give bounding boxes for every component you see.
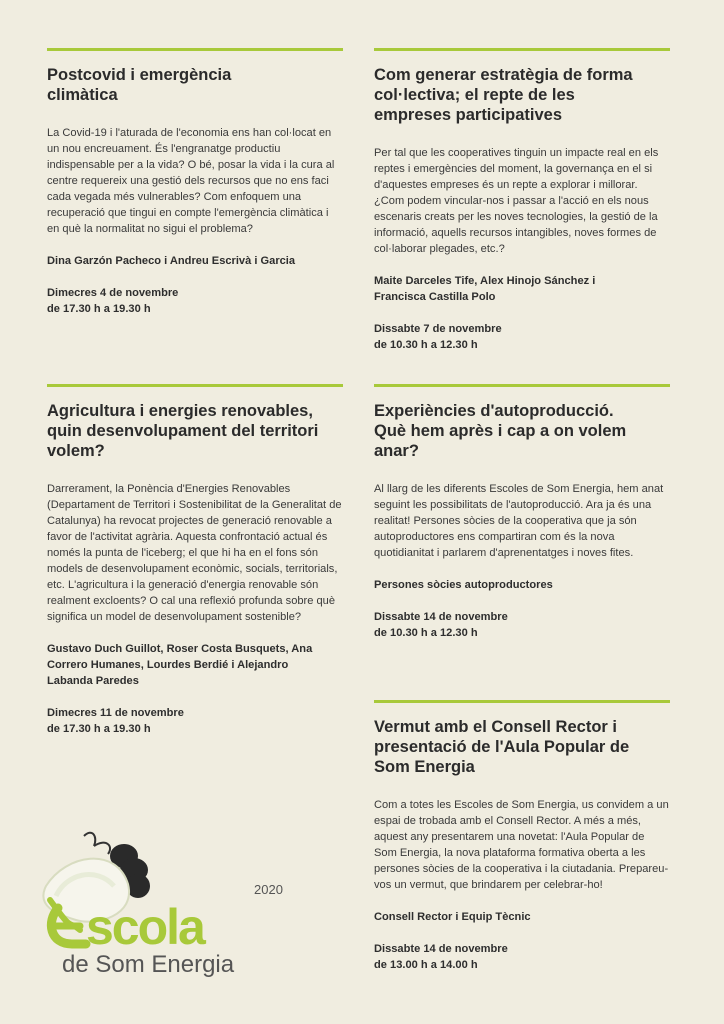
escola-logo-graphic bbox=[36, 826, 286, 986]
event-description: Per tal que les cooperatives tinguin un impacte real en els reptes i emergències del moment, la governança en el si d'aquestes empreses és un repte a explorar i millorar. ¿Com podem vincular-nos i passar a l'acció en els nous escenaris creats per les noves tecnologies, la gestió de la informació, aquells recursos intangibles, noves formes de col·laborar plegades, etc.? bbox=[374, 147, 659, 255]
event-description: Al llarg de les diferents Escoles de Som Energia, hem anat seguint les possibilitats de l'autoproducció. Ara ja és una realitat! Persones sòcies de la cooperativa que ja són autoproductores ens compartiran com és la nova quotidianitat i parlarem d'aprenentatges i noves fites. bbox=[374, 483, 664, 559]
event-date: Dimecres 4 de novembre de 17.30 h a 19.30 h bbox=[47, 287, 179, 315]
event-speakers: Maite Darceles Tife, Alex Hinojo Sánchez i Francisca Castilla Polo bbox=[374, 275, 596, 303]
event-title: Com generar estratègia de forma col·lectiva; el repte de les empreses participatives bbox=[374, 66, 633, 124]
event-speakers: Persones sòcies autoproductores bbox=[374, 579, 553, 591]
logo-subtitle: de Som Energia bbox=[62, 951, 235, 978]
divider bbox=[374, 48, 670, 51]
event-description: Darrerament, la Ponència d'Energies Renovables (Departament de Territori i Sostenibilitat de la Generalitat de Catalunya) ha revocat projectes de generació renovable a favor de l'activitat agrària. Aquesta confrontació actual és només la punta de l'iceberg; el que hi ha en el fons són models de desenvolupament econòmic, socials, territorials, etc. L'agricultura i la generació d'energia renovable són realment excloents? O cal una reflexió profunda sobre què significa un model de desenvolupament sostenible? bbox=[47, 483, 342, 623]
logo-word: scola bbox=[86, 899, 204, 955]
event-title: Postcovid i emergència climàtica bbox=[47, 66, 232, 104]
escola-logo bbox=[36, 826, 286, 986]
event-description: Com a totes les Escoles de Som Energia, us convidem a un espai de trobada amb el Consell Rector. A més a més, aquest any presentarem una novetat: l'Aula Popular de Som Energia, la nova plataforma formativa oberta a les persones sòcies de la cooperativa i la ciutadania. Prepareu-vos un vermut, que brindarem per celebrar-ho! bbox=[374, 799, 669, 891]
event-speakers: Consell Rector i Equip Tècnic bbox=[374, 911, 531, 923]
event-date: Dissabte 7 de novembre de 10.30 h a 12.30 h bbox=[374, 323, 502, 351]
event-card-postcovid bbox=[47, 48, 343, 317]
divider bbox=[374, 384, 670, 387]
divider bbox=[374, 700, 670, 703]
divider bbox=[47, 48, 343, 51]
event-title: Experiències d'autoproducció. Què hem après i cap a on volem anar? bbox=[374, 402, 627, 460]
event-description: La Covid-19 i l'aturada de l'economia ens han col·locat en un nou encreuament. És l'engranatge productiu indispensable per a la vida? O bé, posar la vida i la cura al centre requereix una gestió dels recursos que no ens faci cada vegada més vulnerables? Com enfoquem una recuperació que tingui en compte l'emergència climàtica i en què la normalitat no sigui el problema? bbox=[47, 127, 335, 235]
event-title: Agricultura i energies renovables, quin desenvolupament del territori volem? bbox=[47, 402, 319, 460]
logo-year: 2020 bbox=[254, 882, 283, 897]
event-title: Vermut amb el Consell Rector i presentació de l'Aula Popular de Som Energia bbox=[374, 718, 630, 776]
event-speakers: Gustavo Duch Guillot, Roser Costa Busquets, Ana Correro Humanes, Lourdes Berdié i Alejandro Labanda Paredes bbox=[47, 643, 313, 687]
event-speakers: Dina Garzón Pacheco i Andreu Escrivà i Garcia bbox=[47, 255, 296, 267]
event-card-agricultura bbox=[47, 384, 343, 737]
event-date: Dissabte 14 de novembre de 10.30 h a 12.30 h bbox=[374, 611, 508, 639]
divider bbox=[47, 384, 343, 387]
event-card-estrategia bbox=[374, 48, 670, 353]
event-card-vermut bbox=[374, 700, 670, 973]
event-date: Dimecres 11 de novembre de 17.30 h a 19.30 h bbox=[47, 707, 184, 735]
event-card-autoproduccio bbox=[374, 384, 670, 641]
event-date: Dissabte 14 de novembre de 13.00 h a 14.00 h bbox=[374, 943, 508, 971]
